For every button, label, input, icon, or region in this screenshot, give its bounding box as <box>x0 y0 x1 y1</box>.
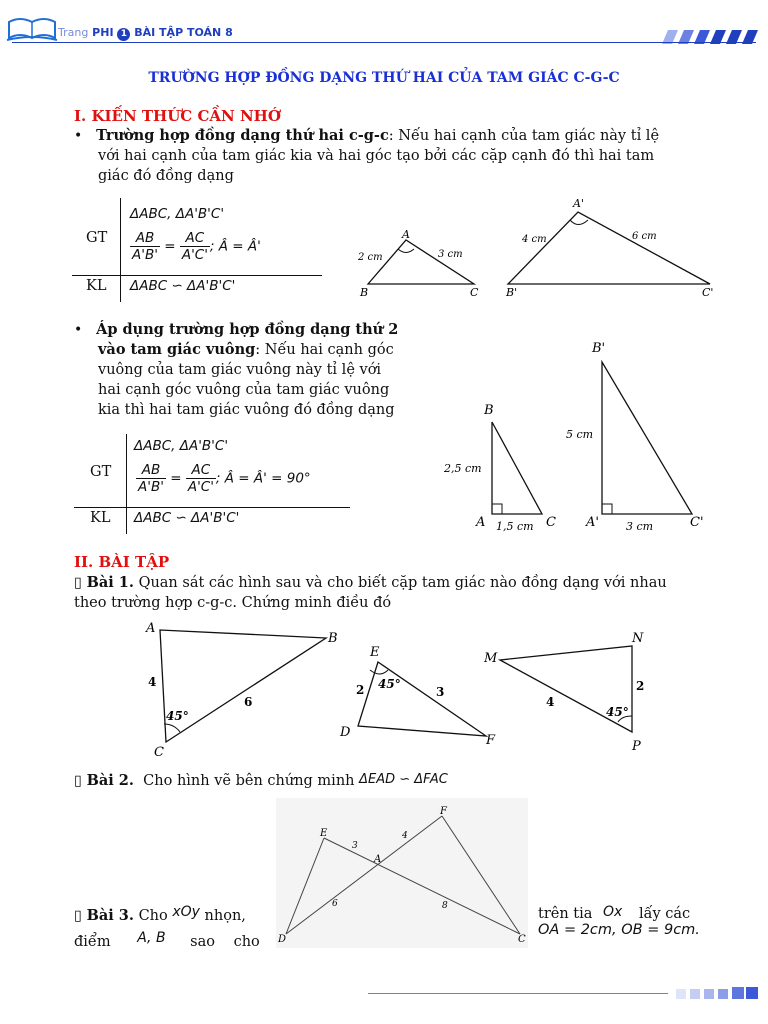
bai3-angle: xOy <box>172 904 200 920</box>
bai3-ab: A, B <box>137 930 166 946</box>
label-C: C <box>470 286 479 299</box>
label-ea: 3 <box>352 841 358 851</box>
label-D: D <box>340 725 351 740</box>
kl-label: KL <box>86 278 107 294</box>
bullet-2-line4: hai cạnh góc vuông của tam giác vuông <box>98 382 390 398</box>
bai3-cho: Cho <box>138 908 168 924</box>
bullet-1-text: : Nếu hai cạnh của tam giác này tỉ lệ <box>388 128 660 144</box>
label-A-prime: A' <box>586 515 599 530</box>
bullet-1 <box>74 126 734 186</box>
label-B-prime: B' <box>506 286 518 299</box>
label-a-c-prime: 3 cm <box>626 520 654 533</box>
bai1-label: Bài 1. <box>86 574 134 591</box>
bai-3-left-l2 <box>74 928 264 952</box>
label-ad: 6 <box>332 899 338 909</box>
bai3-diem: điểm <box>74 934 111 950</box>
bai1-text: Quan sát các hình sau và cho biết cặp tam giác nào đồng dạng với nhau <box>138 575 667 591</box>
bullet-2-line3: vuông của tam giác vuông này tỉ lệ với <box>98 362 382 378</box>
bullet-1-line2: với hai cạnh của tam giác kia và hai góc tạo bởi các cặp cạnh đó thì hai tam <box>98 148 655 164</box>
label-B: B <box>484 403 494 418</box>
label-ac: 8 <box>442 901 448 911</box>
table-gt-kl-1 <box>72 198 322 302</box>
label-C-prime: C' <box>702 286 714 299</box>
bai2-text: Cho hình vẽ bên chứng minh <box>143 773 355 789</box>
label-A: A <box>374 854 382 865</box>
label-s2: 2 <box>636 679 645 693</box>
label-B-prime: B' <box>592 341 606 356</box>
bullet-dot: • <box>74 322 83 338</box>
label-af: 4 <box>402 831 408 841</box>
label-C: C <box>518 934 526 945</box>
label-P: P <box>632 739 641 754</box>
label-F: F <box>440 806 447 817</box>
label-M: M <box>484 651 498 666</box>
label-s2: 3 <box>436 685 445 699</box>
footer-divider <box>368 993 668 994</box>
bullet-dot: • <box>74 128 83 144</box>
label-E: E <box>370 645 380 660</box>
header-divider <box>12 42 756 43</box>
label-C-prime: C' <box>690 515 704 530</box>
label-B: B <box>328 631 338 646</box>
header-stripes-icon <box>660 28 760 46</box>
header-subject: BÀI TẬP TOÁN 8 <box>134 26 233 39</box>
hypothesis-triangles: ΔABC, ΔA'B'C' <box>130 206 225 222</box>
bai3-sao: sao <box>190 934 215 950</box>
label-ac: 1,5 cm <box>496 520 534 533</box>
label-ac: 3 cm <box>438 249 463 260</box>
bai2-label: Bài 2. <box>86 772 134 789</box>
bai3-ox: Ox <box>603 904 623 920</box>
label-s2: 6 <box>244 695 253 709</box>
label-A-prime: A' <box>573 197 584 210</box>
label-a-c-prime: 6 cm <box>632 231 657 242</box>
header-brand: Trang <box>58 26 89 39</box>
label-s1: 4 <box>148 675 157 689</box>
table-gt-kl-2 <box>74 434 350 534</box>
bullet-2-line5: kia thì hai tam giác vuông đó đồng dạng <box>98 402 395 418</box>
label-A: A <box>146 621 156 636</box>
label-angle: 45° <box>166 709 189 723</box>
bai3-label: Bài 3. <box>86 907 134 924</box>
bullet-2 <box>74 320 424 420</box>
label-A: A <box>402 228 410 241</box>
book-logo-icon <box>6 14 58 42</box>
header-series: PHI <box>92 26 114 39</box>
label-s1: 2 <box>356 683 365 697</box>
hypothesis-ratio: $\frac{AB}{A'B'}$ = $\frac{AC}{A'C'}$ ; Â = Â' = 90° <box>138 462 311 495</box>
bai3-nhon: nhọn, <box>204 908 246 924</box>
figure-three-triangles <box>130 616 670 762</box>
label-E: E <box>320 828 328 839</box>
page-badge: 1 <box>117 28 130 41</box>
label-ab: 2 cm <box>358 252 383 263</box>
label-angle: 45° <box>378 677 401 691</box>
bai3-lay: lấy các <box>638 906 691 922</box>
footer-squares-icon <box>676 986 760 1000</box>
label-a-b-prime: 4 cm <box>522 234 547 245</box>
bai2-marker-icon: ▯ <box>74 773 82 789</box>
figure-similar-triangles-1 <box>350 194 730 304</box>
bai-1 <box>74 573 734 613</box>
label-D: D <box>278 934 287 945</box>
label-N: N <box>632 631 644 646</box>
bai3-marker-icon: ▯ <box>74 908 82 924</box>
header-text <box>58 26 233 41</box>
bullet-2-bold2: vào tam giác vuông <box>98 341 256 358</box>
bai3-math: OA = 2cm, OB = 9cm. <box>538 922 700 938</box>
bai-2 <box>74 770 448 791</box>
label-angle: 45° <box>606 705 629 719</box>
label-B: B <box>360 286 369 299</box>
figure-right-triangles <box>436 336 736 536</box>
bullet-1-line3: giác đó đồng dạng <box>98 168 234 184</box>
bai1-text-line2: theo trường hợp c-g-c. Chứng minh điều đó <box>74 595 392 611</box>
kl-label: KL <box>90 510 111 526</box>
gt-label: GT <box>86 230 108 246</box>
bai3-cho2: cho <box>233 934 260 950</box>
label-A: A <box>476 515 486 530</box>
bai-3-left-l1 <box>74 902 246 926</box>
bai-3-right-l1 <box>538 902 720 924</box>
label-a-b-prime: 5 cm <box>566 428 594 441</box>
hypothesis-triangles: ΔABC, ΔA'B'C' <box>134 438 229 454</box>
label-F: F <box>486 733 496 748</box>
bai1-marker-icon: ▯ <box>74 575 82 591</box>
label-s1: 4 <box>546 695 555 709</box>
bullet-2-bold: Áp dụng trường hợp đồng dạng thứ 2 <box>96 321 399 338</box>
conclusion: ΔABC ∽ ΔA'B'C' <box>130 278 236 294</box>
bullet-1-bold: Trường hợp đồng dạng thứ hai c-g-c <box>96 127 389 144</box>
page-title: TRƯỜNG HỢP ĐỒNG DẠNG THỨ HAI CỦA TAM GIÁC C-G-C <box>148 70 620 86</box>
gt-label: GT <box>90 464 112 480</box>
bullet-2-text: : Nếu hai cạnh góc <box>255 342 394 358</box>
label-ab: 2,5 cm <box>444 462 482 475</box>
section-heading-1: I. KIẾN THỨC CẦN NHỚ <box>74 107 281 125</box>
label-C: C <box>546 515 556 530</box>
bai3-tren: trên tia <box>538 906 593 922</box>
label-C: C <box>154 745 164 760</box>
section-heading-2: II. BÀI TẬP <box>74 553 170 571</box>
bai2-math: ΔEAD ∽ ΔFAC <box>359 772 448 787</box>
conclusion: ΔABC ∽ ΔA'B'C' <box>134 510 240 526</box>
figure-bai2 <box>276 798 528 948</box>
hypothesis-ratio: $\frac{AB}{A'B'}$ = $\frac{AC}{A'C'}$ ; Â = Â' <box>132 230 261 263</box>
